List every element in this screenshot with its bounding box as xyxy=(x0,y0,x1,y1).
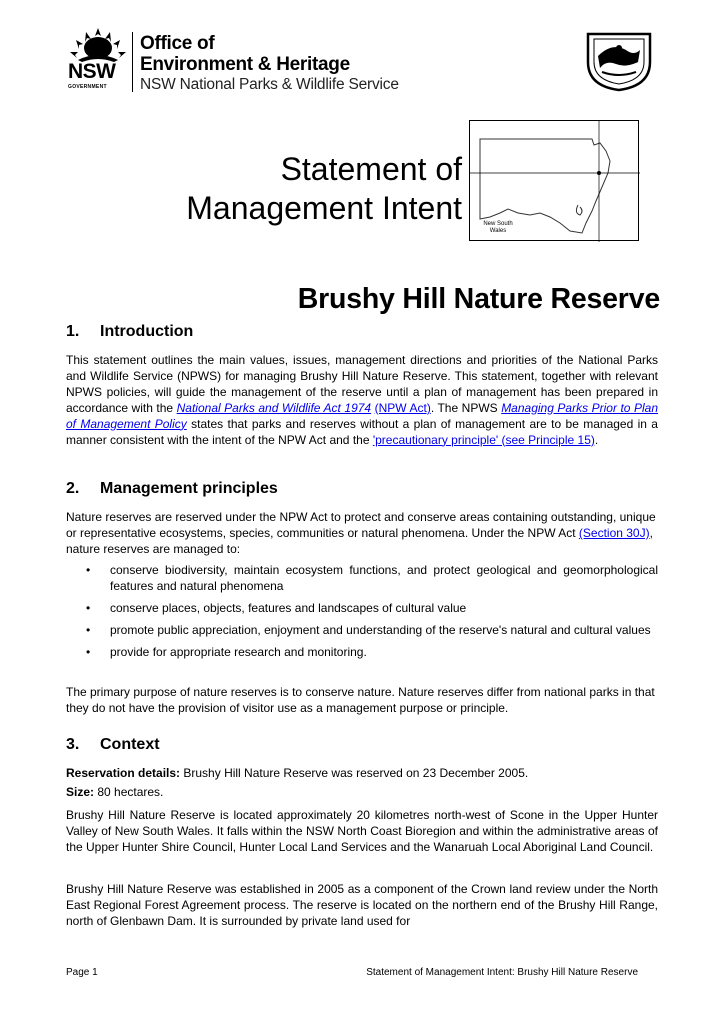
document-title xyxy=(186,150,462,228)
logo-divider xyxy=(132,32,133,92)
location-paragraph: Brushy Hill Nature Reserve is located approximately 20 kilometres north-west of Scone in the Upper Hunter Valley of New South Wales. It falls within the NSW North Coast Bioregion and within the administrative areas of the Upper Hunter Shire Council, Hunter Local Land Services and the Wanaruah Local Aboriginal Land Council. xyxy=(66,808,658,854)
list-item: • promote public appreciation, enjoyment and understanding of the reserve's natural and cultural values xyxy=(86,622,651,637)
section-heading-management-principles xyxy=(66,480,278,498)
nsw-wordmark: NSW xyxy=(68,60,116,83)
location-map xyxy=(469,120,639,241)
government-wordmark: GOVERNMENT xyxy=(68,84,107,90)
footer-title: Statement of Management Intent: Brushy Hill Nature Reserve xyxy=(366,967,638,978)
text-run: , nature reserves are managed to: xyxy=(66,525,653,556)
npws-name: NSW National Parks & Wildlife Service xyxy=(140,76,399,93)
map-label: New South Wales xyxy=(483,221,513,234)
section-number: 2. xyxy=(66,480,80,497)
principles-list xyxy=(66,563,658,667)
list-item-text: conserve places, objects, features and landscapes of cultural value xyxy=(110,600,467,615)
primary-purpose-paragraph: The primary purpose of nature reserves is to conserve nature. Nature reserves differ from national parks in that they do not have the provision of visitor use as a management purpose or principle. xyxy=(66,685,655,715)
npw-act-short-link[interactable]: (NPW Act) xyxy=(374,400,431,415)
list-item: • provide for appropriate research and monitoring. xyxy=(86,644,367,659)
office-name-line2: Environment & Heritage xyxy=(140,54,350,75)
list-item: • conserve places, objects, features and landscapes of cultural value xyxy=(86,600,467,615)
title-line2: Management Intent xyxy=(186,190,462,226)
section-30j-link[interactable]: (Section 30J) xyxy=(578,525,650,540)
text-run: This statement outlines the main values, issues, management directions and priorities of the National Parks and Wildlife Service (NPWS) for managing Brushy Hill Nature Reserve. This statement, together with relevant NPWS policies, will guide the management of the reserve until a plan of management has been prepared in accordance with the xyxy=(66,353,658,415)
list-item-text: conserve biodiversity, maintain ecosystem functions, and protect geological and geomorphological features and natural phenomena xyxy=(110,563,658,593)
text-run: Nature reserves are reserved under the NPW Act to protect and conserve areas containing outstanding, unique or representative ecosystems, species, communities or natural phenomena. Under the NPW Act xyxy=(66,510,656,540)
section-title: Context xyxy=(100,736,160,753)
field-value: 80 hectares. xyxy=(94,785,164,799)
list-item-text: provide for appropriate research and monitoring. xyxy=(110,644,367,659)
section-heading-introduction xyxy=(66,323,193,341)
section-title: Management principles xyxy=(100,480,278,497)
text-run: . xyxy=(594,432,599,447)
section-title: Introduction xyxy=(100,323,194,340)
size-details xyxy=(66,785,658,801)
reservation-details xyxy=(66,766,658,782)
npw-act-link[interactable]: National Parks and Wildlife Act 1974 xyxy=(176,400,372,415)
introduction-paragraph xyxy=(66,353,658,448)
section-number: 3. xyxy=(66,736,80,753)
precautionary-principle-link[interactable]: 'precautionary principle' (see Principle 15) xyxy=(372,432,595,447)
text-run: . The NPWS xyxy=(430,400,502,415)
list-item-text: promote public appreciation, enjoyment and understanding of the reserve's natural and cultural values xyxy=(110,622,651,637)
establishment-paragraph: Brushy Hill Nature Reserve was established in 2005 as a component of the Crown land review under the North East Regional Forest Agreement process. The reserve is located on the northern end of the Brushy Hill Range, north of Glenbawn Dam. It is surrounded by private land used for xyxy=(66,882,658,928)
npws-emblem-icon xyxy=(582,28,656,92)
field-label: Reservation details: xyxy=(66,766,181,780)
title-line1: Statement of xyxy=(280,151,462,187)
reserve-name-heading: Brushy Hill Nature Reserve xyxy=(297,283,660,315)
section-heading-context xyxy=(66,736,160,754)
field-label: Size: xyxy=(66,785,95,799)
page-number: Page 1 xyxy=(66,967,98,978)
section-number: 1. xyxy=(66,323,80,340)
field-value: Brushy Hill Nature Reserve was reserved on 23 December 2005. xyxy=(180,766,529,780)
list-item: • conserve biodiversity, maintain ecosystem functions, and protect geological and geomorphological features and natural phenomena xyxy=(86,563,658,593)
principles-paragraph xyxy=(66,510,658,558)
policy-link[interactable]: Managing Parks Prior to Plan of Management Policy xyxy=(66,400,659,431)
text-run: states that parks and reserves without a plan of management are to be managed in a manner consistent with the intent of the NPW Act and the xyxy=(66,416,658,447)
office-name-line1: Office of xyxy=(140,33,215,54)
